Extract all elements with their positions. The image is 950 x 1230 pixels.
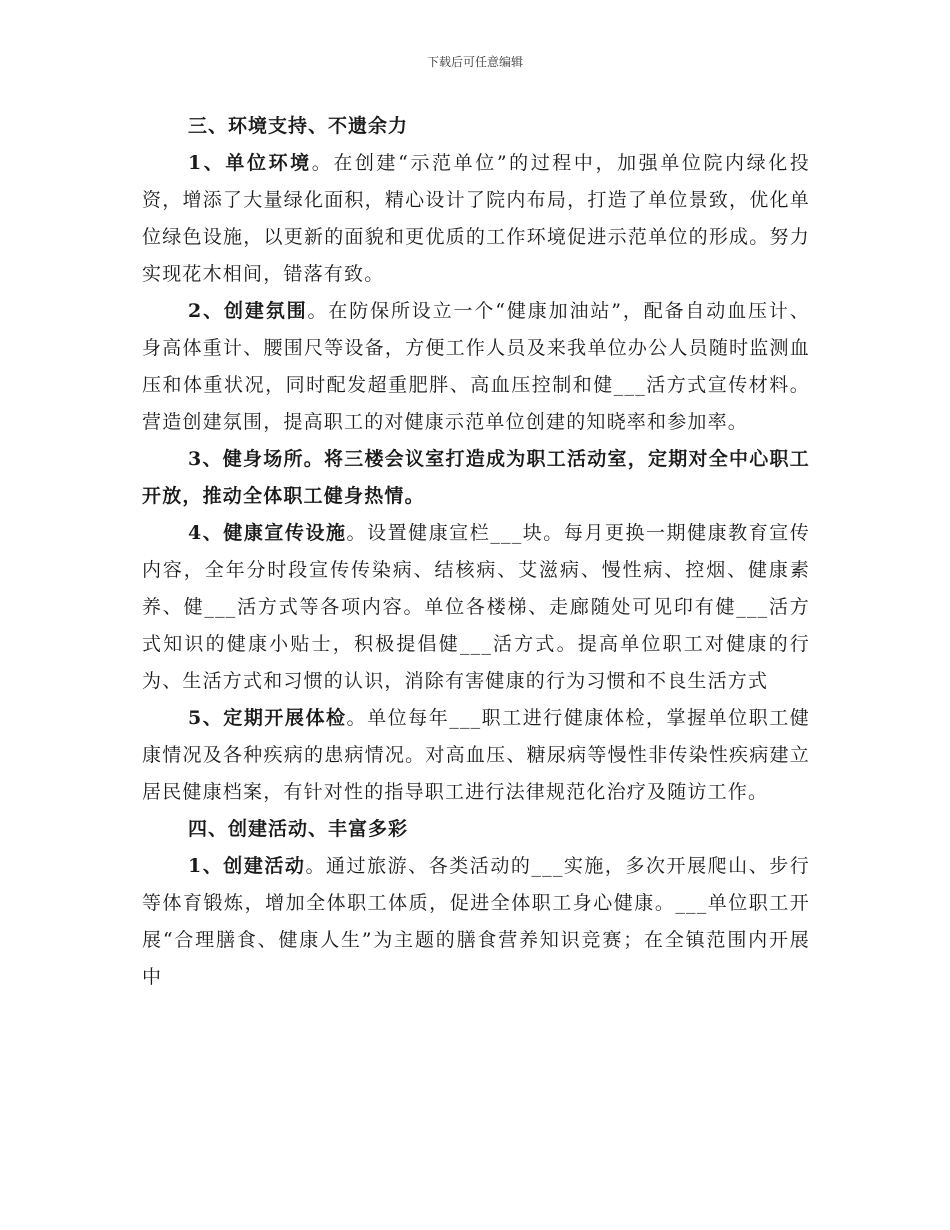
paragraph-body: 。单位每年___职工进行健康体检，掌握单位职工健康情况及各种疾病的患病情况。对高血压、糖尿病等慢性非传染性疾病建立居民健康档案，有针对性的指导职工进行法律规范化治疗及随访工作。	[142, 707, 810, 803]
paragraph-lead: 4、健康宣传设施	[188, 522, 347, 544]
paragraph-body: 。在创建“示范单位”的过程中，加强单位院内绿化投资，增添了大量绿化面积，精心设计了院内布局，打造了单位景致，优化单位绿色设施，以更新的面貌和更优质的工作环境促进示范单位的形成。努力实现花木相间，错落有致。	[142, 152, 811, 285]
paragraph	[142, 700, 810, 811]
paragraph-lead: 1、创建活动	[188, 855, 306, 877]
paragraph-lead: 1、单位环境	[188, 152, 312, 174]
paragraph-lead: 5、定期开展体检	[188, 707, 347, 729]
paragraph-lead: 2、创建氛围	[188, 300, 308, 322]
document-body	[142, 108, 810, 996]
paragraph-body: 。在防保所设立一个“健康加油站”，配备自动血压计、身高体重计、腰围尺等设备，方便工作人员及来我单位办公人员随时监测血压和体重状况，同时配发超重肥胖、高血压控制和健___活方式宣传材料。营造创建氛围，提高职工的对健康示范单位创建的知晓率和参加率。	[142, 300, 810, 433]
paragraph	[142, 145, 810, 293]
page-header: 下载后可任意编辑	[426, 55, 523, 69]
paragraph	[142, 441, 810, 515]
paragraph	[142, 515, 810, 700]
paragraph-lead: 3、健身场所。将三楼会议室打造成为职工活动室，定期对全中心职工开放，推动全体职工健身热情。	[142, 448, 810, 507]
paragraph	[142, 848, 810, 996]
paragraph	[142, 293, 810, 441]
section-heading: 三、环境支持、不遗余力	[188, 115, 409, 137]
paragraph-body: 。通过旅游、各类活动的___实施，多次开展爬山、步行等体育锻炼，增加全体职工体质，促进全体职工身心健康。___单位职工开展“合理膳食、健康人生”为主题的膳食营养知识竞赛；在全镇范围内开展中	[142, 855, 811, 988]
paragraph-body: 。设置健康宣栏___块。每月更换一期健康教育宣传内容，全年分时段宣传传染病、结核病、艾滋病、慢性病、控烟、健康素养、健___活方式等各项内容。单位各楼梯、走廊随处可见印有健___活方式知识的健康小贴士，积极提倡健___活方式。提高单位职工对健康的行为、生活方式和习惯的认识，消除有害健康的行为习惯和不良生活方式	[142, 522, 810, 692]
section-heading: 四、创建活动、丰富多彩	[188, 818, 409, 840]
